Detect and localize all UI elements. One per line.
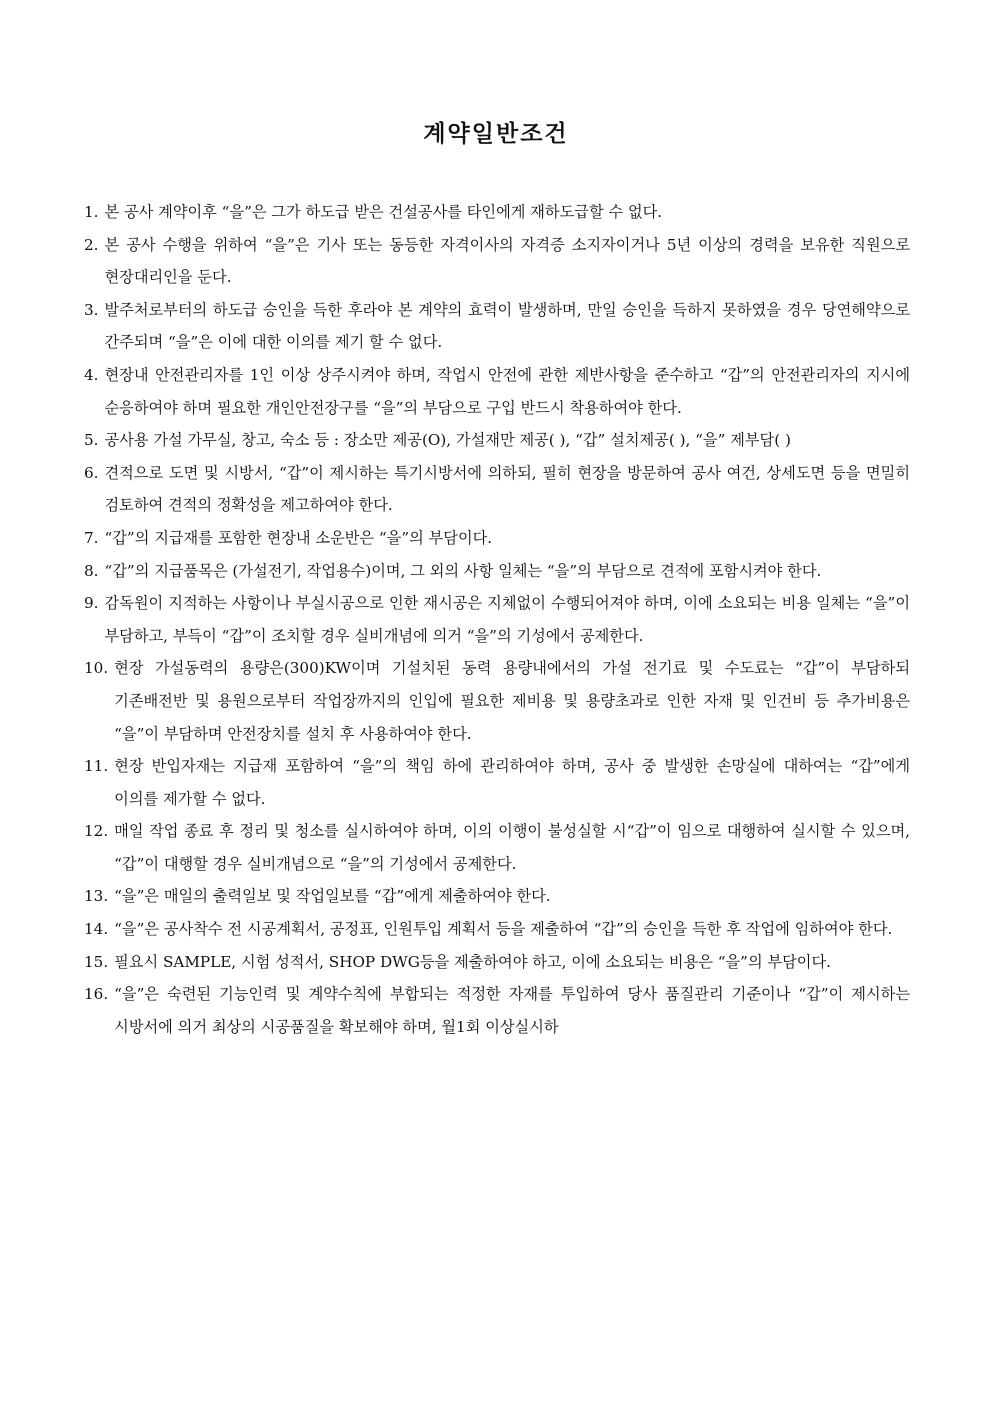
- clause-number: 1.: [84, 203, 99, 221]
- clause-number: 11.: [84, 757, 109, 776]
- clause-text: “을”은 매일의 출력일보 및 작업일보를 “갑”에게 제출하여야 한다.: [114, 887, 551, 906]
- clause-text: “을”은 공사착수 전 시공계획서, 공정표, 인원투입 계획서 등을 제출하여 “갑”의 승인을 득한 후 작업에 임하여야 한다.: [114, 920, 893, 939]
- clause-number: 3.: [84, 300, 99, 319]
- clause-number: 6.: [84, 463, 99, 482]
- clause-13: [84, 880, 910, 913]
- clause-number: 4.: [84, 365, 99, 384]
- clause-number: 16.: [84, 985, 109, 1004]
- clause-14: [84, 913, 910, 946]
- clause-7: [84, 522, 910, 555]
- clause-6: [84, 457, 910, 522]
- clause-text: 현장 가설동력의 용량은(300)KW이며 기설치된 동력 용량내에서의 가설 전기료 및 수도료는 “갑”이 부담하되 기존배전반 및 용원으로부터 작업장까지의 인입에 필요한 제비용 및 용량초과로 인한 자재 및 인건비 등 추가비용은 “을”이 부담하며 안전장치를 설치 후 사용하여야 한다.: [114, 659, 910, 743]
- clause-number: 8.: [84, 561, 99, 580]
- clause-number: 10.: [84, 659, 109, 678]
- clause-10: [84, 652, 910, 750]
- clause-2: [84, 229, 910, 294]
- clause-text: 현장내 안전관리자를 1인 이상 상주시켜야 하며, 작업시 안전에 관한 제반사항을 준수하고 “갑”의 안전관리자의 지시에 순응하여야 하며 필요한 개인안전장구를 “을”의 부담으로 구입 반드시 착용하여야 한다.: [104, 365, 910, 417]
- clause-text: 본 공사 계약이후 “을”은 그가 하도급 받은 건설공사를 타인에게 재하도급할 수 없다.: [104, 203, 663, 221]
- clause-text: “갑”의 지급품목은 (가설전기, 작업용수)이며, 그 외의 사항 일체는 “을”의 부담으로 견적에 포함시켜야 한다.: [104, 561, 822, 580]
- clause-number: 15.: [84, 952, 109, 971]
- clause-text: 매일 작업 종료 후 정리 및 청소를 실시하여야 하며, 이의 이행이 불성실할 시“갑”이 임으로 대행하여 실시할 수 있으며, “갑”이 대행할 경우 실비개념으로 “을”의 기성에서 공제한다.: [114, 822, 910, 873]
- clause-text: “을”은 숙련된 기능인력 및 계약수칙에 부합되는 적정한 자재를 투입하여 당사 품질관리 기준이나 “갑”이 제시하는 시방서에 의거 최상의 시공품질을 확보해야 하며, 월1회 이상실시하: [114, 985, 910, 1036]
- clause-text: 필요시 SAMPLE, 시험 성적서, SHOP DWG등을 제출하여야 하고, 이에 소요되는 비용은 “을”의 부담이다.: [114, 952, 831, 971]
- clause-text: 감독원이 지적하는 사항이나 부실시공으로 인한 재시공은 지체없이 수행되어져야 하며, 이에 소요되는 비용 일체는 “을”이 부담하고, 부득이 “갑”이 조치할 경우 실비개념에 의거 “을”의 기성에서 공제한다.: [104, 594, 910, 645]
- clause-5: [84, 424, 910, 457]
- clause-number: 13.: [84, 887, 109, 906]
- clause-1: [84, 196, 910, 229]
- document-title: 계약일반조건: [423, 120, 569, 147]
- clause-4: [84, 359, 910, 424]
- clause-number: 5.: [84, 431, 99, 450]
- clause-15: [84, 946, 910, 979]
- clause-list: [84, 196, 910, 1043]
- clause-text: 공사용 가설 가무실, 창고, 숙소 등 : 장소만 제공(O), 가설재만 제공( ), “갑” 설치제공( ), “을” 제부담( ): [104, 431, 791, 450]
- clause-text: 견적으로 도면 및 시방서, “갑”이 제시하는 특기시방서에 의하되, 필히 현장을 방문하여 공사 여건, 상세도면 등을 면밀히 검토하여 견적의 정확성을 제고하여야 한다.: [104, 463, 910, 515]
- clause-16: [84, 978, 910, 1043]
- clause-number: 12.: [84, 822, 109, 841]
- clause-8: [84, 555, 910, 588]
- clause-text: 현장 반입자재는 지급재 포함하여 “을”의 책임 하에 관리하여야 하며, 공사 중 발생한 손망실에 대하여는 “갑”에게 이의를 제가할 수 없다.: [114, 757, 910, 808]
- clause-text: “갑”의 지급재를 포함한 현장내 소운반은 “을”의 부담이다.: [104, 528, 493, 547]
- clause-3: [84, 294, 910, 359]
- clause-text: 발주처로부터의 하도급 승인을 득한 후라야 본 계약의 효력이 발생하며, 만일 승인을 득하지 못하였을 경우 당연해약으로 간주되며 “을”은 이에 대한 이의를 제기 할 수 없다.: [104, 300, 910, 352]
- clause-number: 2.: [84, 235, 99, 254]
- clause-number: 14.: [84, 920, 109, 939]
- clause-12: [84, 815, 910, 880]
- clause-text: 본 공사 수행을 위하여 “을”은 기사 또는 동등한 자격이사의 자격증 소지자이거나 5년 이상의 경력을 보유한 직원으로 현장대리인을 둔다.: [104, 235, 910, 287]
- clause-11: [84, 750, 910, 815]
- clause-9: [84, 587, 910, 652]
- clause-number: 7.: [84, 528, 99, 547]
- clause-number: 9.: [84, 594, 99, 613]
